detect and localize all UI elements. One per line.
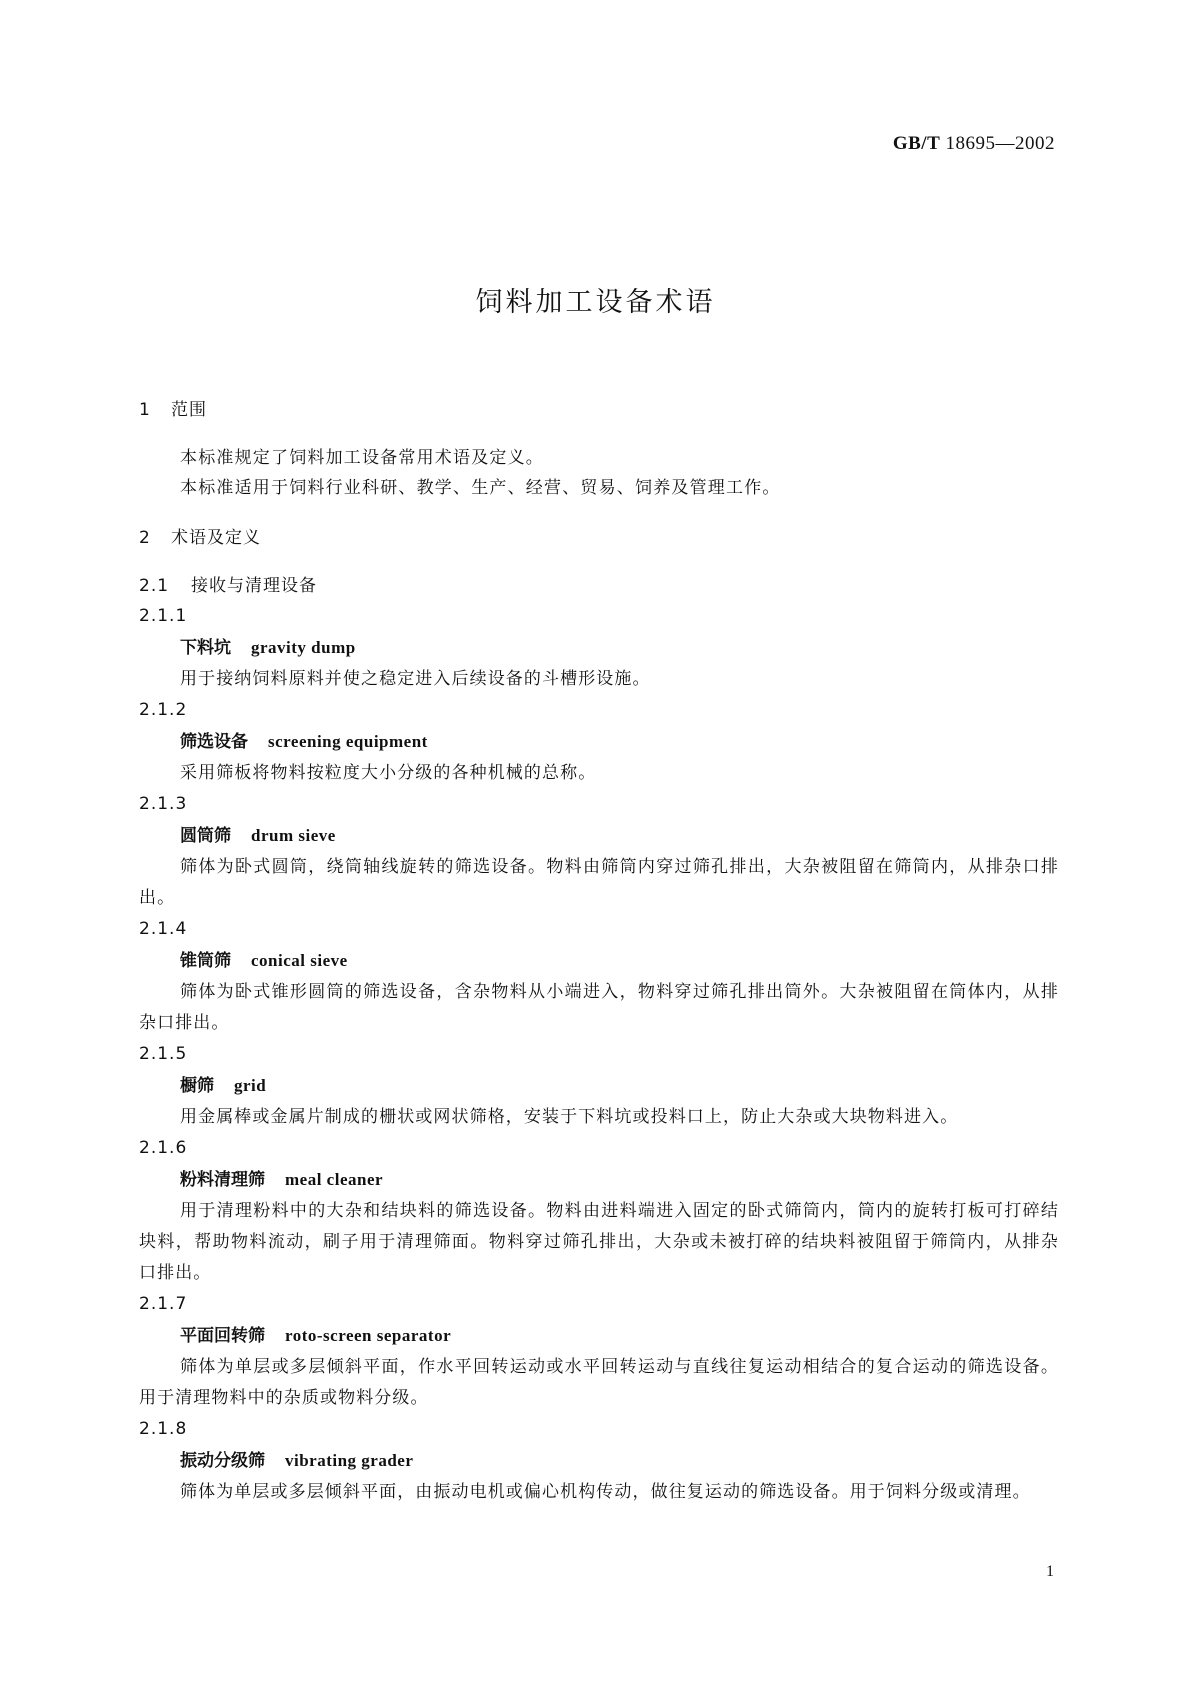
term-cn: 振动分级筛: [180, 1451, 265, 1471]
section-heading-terms: [139, 523, 1059, 553]
definition: 筛体为单层或多层倾斜平面，作水平回转运动或水平回转运动与直线往复运动相结合的复合运动的筛选设备。用于清理物料中的杂质或物料分级。: [139, 1357, 1059, 1408]
term-entry: [139, 789, 1059, 914]
definition: 用于接纳饲料原料并使之稳定进入后续设备的斗槽形设施。: [180, 669, 651, 689]
definition: 用于清理粉料中的大杂和结块料的筛选设备。物料由进料端进入固定的卧式筛筒内，筒内的旋转打板可打碎结块料，帮助物料流动，刷子用于清理筛面。物料穿过筛孔排出，大杂或未被打碎的结块料被阻留于筛筒内，从排杂口排出。: [139, 1201, 1059, 1283]
definition: 采用筛板将物料按粒度大小分级的各种机械的总称。: [180, 763, 597, 783]
term-cn: 筛选设备: [180, 732, 248, 752]
section-title: 术语及定义: [171, 528, 261, 548]
paragraph: 本标准适用于饲料行业科研、教学、生产、经营、贸易、饲养及管理工作。: [180, 478, 781, 498]
section-heading-scope: [139, 395, 1059, 425]
term-en: vibrating grader: [285, 1451, 414, 1470]
term-cn: 橱筛: [180, 1076, 214, 1096]
page-number: 1: [1046, 1563, 1054, 1580]
entry-number: 2.1.7: [139, 1294, 188, 1314]
paragraph: 本标准规定了饲料加工设备常用术语及定义。: [180, 448, 544, 468]
section-number: 1: [139, 400, 151, 420]
term: [180, 1320, 1059, 1352]
term-cn: 平面回转筛: [180, 1326, 265, 1346]
entry-number: 2.1.3: [139, 794, 188, 814]
standard-code: 18695—2002: [945, 133, 1055, 154]
section-title: 范围: [171, 400, 207, 420]
standard-prefix: GB/T: [892, 133, 941, 154]
term-entry: [139, 1289, 1059, 1414]
term-en: grid: [234, 1076, 267, 1095]
term-cn: 锥筒筛: [180, 951, 231, 971]
subsection-heading: [139, 571, 1059, 601]
term-entry: [139, 695, 1059, 789]
term-entry: [139, 1039, 1059, 1133]
subsection-title: 接收与清理设备: [191, 576, 317, 596]
term-cn: 下料坑: [180, 638, 231, 658]
definition: 筛体为卧式锥形圆筒的筛选设备，含杂物料从小端进入，物料穿过筛孔排出筒外。大杂被阻留在筒体内，从排杂口排出。: [139, 982, 1059, 1033]
term-en: gravity dump: [251, 638, 356, 657]
document-body: [139, 395, 1059, 1508]
term-cn: 粉料清理筛: [180, 1170, 265, 1190]
term-en: conical sieve: [251, 951, 348, 970]
definition: 筛体为单层或多层倾斜平面，由振动电机或偏心机构传动，做往复运动的筛选设备。用于饲料分级或清理。: [180, 1482, 1031, 1502]
term-en: meal cleaner: [285, 1170, 384, 1189]
term-entry: [139, 1133, 1059, 1289]
term-entry: [139, 1414, 1059, 1508]
term-cn: 圆筒筛: [180, 826, 231, 846]
term: [180, 820, 1059, 852]
definition: 用金属棒或金属片制成的栅状或网状筛格，安装于下料坑或投料口上，防止大杂或大块物料进入。: [180, 1107, 959, 1127]
entry-number: 2.1.8: [139, 1419, 188, 1439]
term-en: roto-screen separator: [285, 1326, 452, 1345]
document-title: 饲料加工设备术语: [475, 287, 716, 318]
entry-number: 2.1.4: [139, 919, 188, 939]
term: [180, 1445, 1059, 1477]
entry-number: 2.1.6: [139, 1138, 188, 1158]
term-entry: [139, 914, 1059, 1039]
standard-number: [893, 133, 1055, 155]
term-en: drum sieve: [251, 826, 336, 845]
term: [180, 945, 1059, 977]
term: [180, 632, 1059, 664]
term: [180, 1070, 1059, 1102]
entry-number: 2.1.5: [139, 1044, 188, 1064]
definition: 筛体为卧式圆筒，绕筒轴线旋转的筛选设备。物料由筛筒内穿过筛孔排出，大杂被阻留在筛筒内，从排杂口排出。: [139, 857, 1059, 908]
term-entry: [139, 601, 1059, 695]
term: [180, 726, 1059, 758]
entry-number: 2.1.1: [139, 606, 188, 626]
term: [180, 1164, 1059, 1196]
term-en: screening equipment: [268, 732, 428, 751]
entry-number: 2.1.2: [139, 700, 188, 720]
subsection-number: 2.1: [139, 576, 170, 596]
section-number: 2: [139, 528, 151, 548]
